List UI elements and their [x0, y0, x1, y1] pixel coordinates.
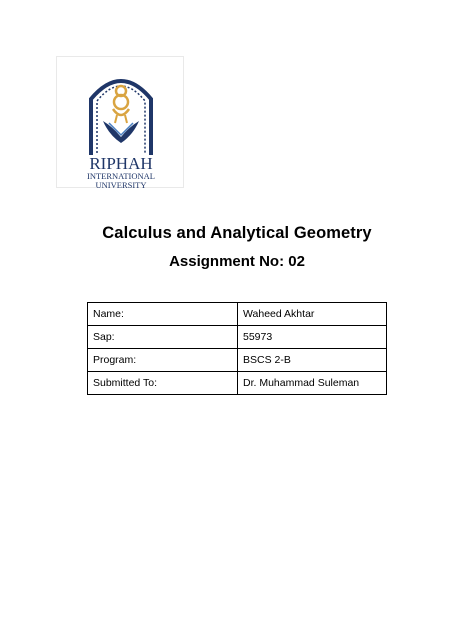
- sap-value: 55973: [238, 326, 387, 349]
- logo-line3: UNIVERSITY: [95, 180, 147, 189]
- table-row: [88, 349, 387, 372]
- name-value: Waheed Akhtar: [238, 303, 387, 326]
- table-row: [88, 372, 387, 395]
- assignment-number: Assignment No: 02: [169, 253, 305, 270]
- program-label: Program:: [88, 349, 238, 372]
- submitted-to-label: Submitted To:: [88, 372, 238, 395]
- university-logo: [56, 56, 184, 188]
- program-value: BSCS 2-B: [238, 349, 387, 372]
- table-row: [88, 326, 387, 349]
- logo-line1: RIPHAH: [89, 154, 153, 173]
- riphah-emblem-icon: [57, 57, 185, 189]
- logo-line2: INTERNATIONAL: [87, 171, 155, 181]
- sap-label: Sap:: [88, 326, 238, 349]
- student-info-table: [87, 302, 387, 395]
- document-title: Calculus and Analytical Geometry: [102, 224, 372, 242]
- name-label: Name:: [88, 303, 238, 326]
- table-row: [88, 303, 387, 326]
- submitted-to-value: Dr. Muhammad Suleman: [238, 372, 387, 395]
